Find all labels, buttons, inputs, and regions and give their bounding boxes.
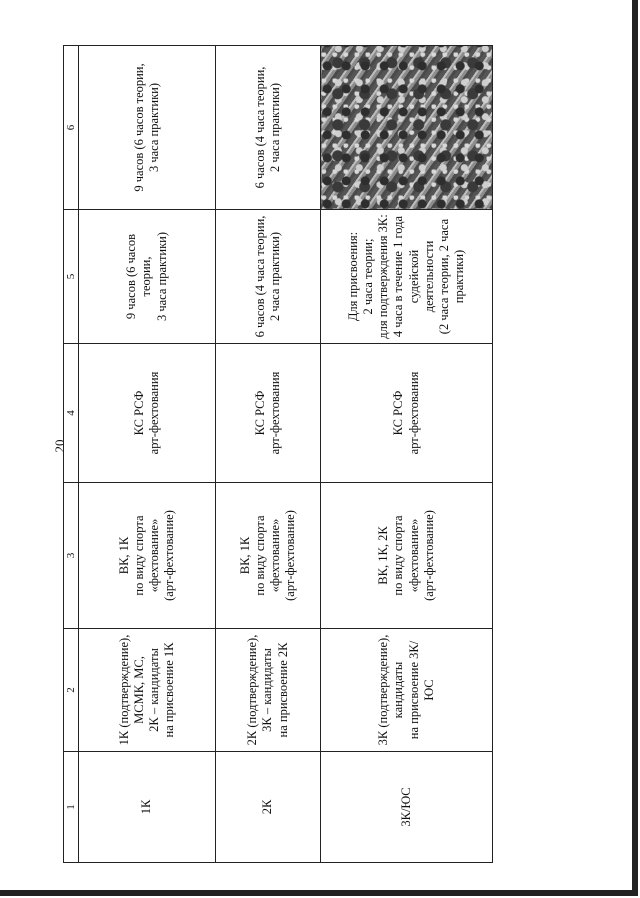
cell-text: КС РСФ арт-фехтования [391, 371, 421, 455]
header-cell: 5 [64, 210, 79, 344]
header-cell: 3 [64, 483, 79, 629]
cell-text: 2К [260, 799, 275, 815]
table-row [79, 46, 216, 863]
cell-text: 2К (подтверждение), 3К – кандидаты на присвоение 2К [245, 634, 290, 746]
cell-text: 6 часов (4 часа теории, 2 часа практики) [252, 215, 282, 338]
header-cell: 6 [64, 46, 79, 210]
table-cell [216, 46, 321, 210]
table-cell [216, 210, 321, 344]
rotated-table-frame [63, 46, 493, 863]
table-cell [216, 344, 321, 483]
qualification-table [63, 45, 493, 863]
cell-text: 3К (подтверждение), кандидаты на присвоение 3К/ЮС [376, 634, 436, 746]
cell-text: 1К [139, 799, 154, 815]
cell-text: Для присвоения: 2 часа теории; для подтверждения 3К: 4 часа в течение 1 года судейской деятельности (2 часа теории, 2 часа практики) [345, 214, 467, 339]
header-cell: 2 [64, 629, 79, 752]
cell-text: ВК, 1К, 2К по виду спорта «фехтование» (арт-фехтование) [376, 510, 436, 601]
table-cell [321, 752, 493, 863]
cell-text: ВК, 1К по виду спорта «фехтование» (арт-фехтование) [237, 510, 298, 601]
table-cell [216, 483, 321, 629]
header-row [64, 46, 79, 863]
page-number: 20 [52, 439, 67, 453]
cell-text: КС РСФ арт-фехтования [131, 371, 161, 455]
cell-text: 3К/ЮС [398, 787, 413, 827]
table-cell [79, 46, 216, 210]
table-container [63, 46, 493, 863]
table-cell [79, 483, 216, 629]
cell-text: 6 часов (4 часа теории, 2 часа практики) [252, 66, 282, 189]
cell-text: 9 часов (6 часов теории, 3 часа практики) [124, 231, 169, 322]
cell-text: 9 часов (6 часов теории, 3 часа практики) [131, 63, 161, 192]
header-cell: 1 [64, 752, 79, 863]
cell-text: ВК, 1К по виду спорта «фехтование» (арт-фехтование) [116, 510, 177, 601]
table-cell [321, 629, 493, 752]
table-cell [79, 629, 216, 752]
table-row [321, 46, 493, 863]
cell-text: КС РСФ арт-фехтования [252, 371, 282, 455]
table-cell [321, 483, 493, 629]
table-row [216, 46, 321, 863]
table-cell [216, 752, 321, 863]
table-cell [79, 344, 216, 483]
header-cell: 4 [64, 344, 79, 483]
cell-text: 1К (подтверждение), МСМК, МС, 2К – кандидаты на присвоение 1К [116, 634, 177, 746]
table-cell [79, 210, 216, 344]
table-cell [216, 629, 321, 752]
scan-noise-cell [321, 46, 493, 210]
table-cell [321, 210, 493, 344]
table-cell [321, 344, 493, 483]
table-cell [79, 752, 216, 863]
